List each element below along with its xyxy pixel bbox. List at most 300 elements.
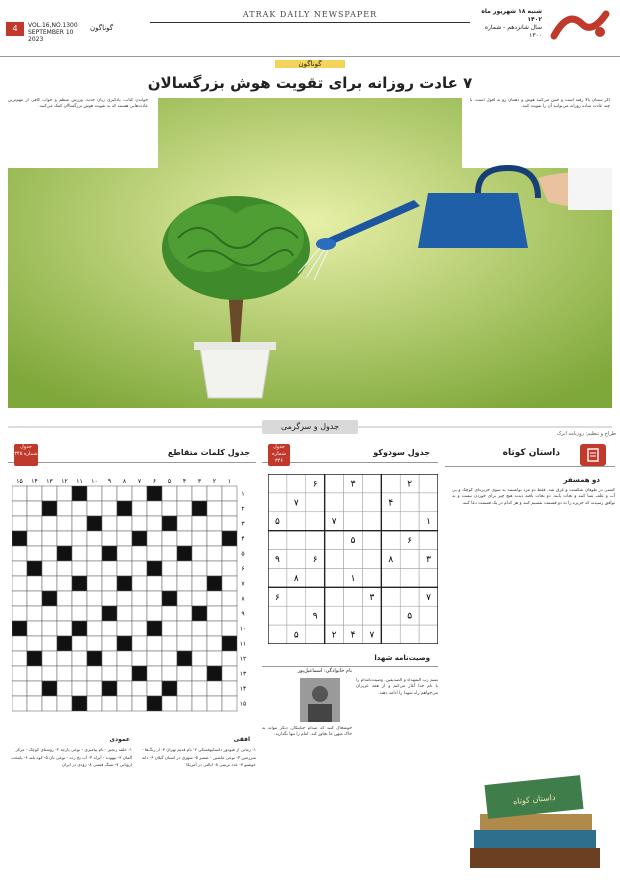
crossword-cell[interactable] xyxy=(207,516,222,531)
crossword-cell[interactable] xyxy=(42,606,57,621)
crossword-cell[interactable] xyxy=(102,636,117,651)
crossword-cell[interactable] xyxy=(87,666,102,681)
sudoku-cell[interactable] xyxy=(306,625,325,644)
crossword-cell[interactable] xyxy=(177,501,192,516)
crossword-cell[interactable] xyxy=(42,486,57,501)
horizontal-clues-title: افقی xyxy=(233,736,250,743)
sudoku-given: ۳ xyxy=(426,555,431,565)
sudoku-cell[interactable] xyxy=(325,587,344,606)
crossword-cell[interactable] xyxy=(192,561,207,576)
crossword-cell[interactable] xyxy=(27,576,42,591)
crossword-cell[interactable] xyxy=(147,606,162,621)
crossword-cell[interactable] xyxy=(132,636,147,651)
sudoku-cell[interactable] xyxy=(362,550,381,569)
crossword-cell[interactable] xyxy=(87,606,102,621)
crossword-cell[interactable] xyxy=(132,561,147,576)
crossword-cell[interactable] xyxy=(72,546,87,561)
sudoku-cell[interactable] xyxy=(306,568,325,587)
crossword-cell[interactable] xyxy=(72,666,87,681)
sudoku-given: ۶ xyxy=(275,592,280,603)
section-label: گوناگون xyxy=(90,24,114,32)
crossword-cell[interactable] xyxy=(42,621,57,636)
sudoku-cell[interactable] xyxy=(268,568,287,587)
crossword-cell[interactable] xyxy=(12,651,27,666)
crossword-cell[interactable] xyxy=(57,516,72,531)
crossword-cell[interactable] xyxy=(87,561,102,576)
sudoku-given: ۷ xyxy=(293,498,299,509)
sudoku-cell[interactable] xyxy=(381,625,400,644)
crossword-cell[interactable] xyxy=(57,696,72,711)
crossword-row-number: ۵ xyxy=(241,550,245,558)
crossword-cell[interactable] xyxy=(57,651,72,666)
crossword-cell[interactable] xyxy=(117,606,132,621)
sudoku-cell[interactable] xyxy=(381,606,400,625)
crossword-cell[interactable] xyxy=(72,591,87,606)
crossword-cell[interactable] xyxy=(177,591,192,606)
crossword-cell[interactable] xyxy=(192,621,207,636)
crossword-cell[interactable] xyxy=(162,606,177,621)
crossword-cell[interactable] xyxy=(27,486,42,501)
sudoku-given: ۹ xyxy=(275,555,280,565)
story-title: داستان کوتاه xyxy=(502,448,560,458)
sudoku-cell[interactable] xyxy=(400,493,419,512)
crossword-cell[interactable] xyxy=(177,636,192,651)
crossword-cell[interactable] xyxy=(147,666,162,681)
crossword-cell[interactable] xyxy=(177,531,192,546)
crossword-cell[interactable] xyxy=(207,591,222,606)
crossword-cell[interactable] xyxy=(87,486,102,501)
sudoku-cell[interactable] xyxy=(268,531,287,550)
crossword-cell[interactable] xyxy=(27,636,42,651)
crossword-cell[interactable] xyxy=(42,666,57,681)
crossword-cell[interactable] xyxy=(102,501,117,516)
crossword-cell[interactable] xyxy=(102,516,117,531)
crossword-cell[interactable] xyxy=(132,621,147,636)
puzzle-section-title: جدول و سرگرمی xyxy=(262,420,358,434)
crossword-cell[interactable] xyxy=(207,486,222,501)
crossword-cell[interactable] xyxy=(162,561,177,576)
crossword-row-number: ۱۳ xyxy=(239,670,247,678)
crossword-cell[interactable] xyxy=(72,636,87,651)
crossword-cell[interactable] xyxy=(207,696,222,711)
crossword-cell[interactable] xyxy=(12,561,27,576)
crossword-cell[interactable] xyxy=(192,486,207,501)
sudoku-cell[interactable] xyxy=(325,531,344,550)
crossword-cell[interactable] xyxy=(192,696,207,711)
crossword-cell[interactable] xyxy=(27,516,42,531)
crossword-cell[interactable] xyxy=(27,546,42,561)
sudoku-cell[interactable] xyxy=(268,474,287,493)
crossword-cell[interactable] xyxy=(57,531,72,546)
sudoku-given: ۹ xyxy=(312,611,318,622)
crossword-black-cell xyxy=(162,681,177,696)
crossword-cell[interactable] xyxy=(147,546,162,561)
crossword-cell[interactable] xyxy=(192,651,207,666)
crossword-cell[interactable] xyxy=(117,651,132,666)
crossword-cell[interactable] xyxy=(177,696,192,711)
crossword-cell[interactable] xyxy=(222,516,237,531)
sudoku-cell[interactable] xyxy=(362,512,381,531)
sudoku-cell[interactable] xyxy=(362,606,381,625)
sudoku-cell[interactable] xyxy=(287,587,306,606)
crossword-cell[interactable] xyxy=(162,546,177,561)
crossword-cell[interactable] xyxy=(57,621,72,636)
sudoku-cell[interactable] xyxy=(344,550,363,569)
sudoku-given: ۵ xyxy=(293,630,299,641)
crossword-black-cell xyxy=(27,561,42,576)
crossword-cell[interactable] xyxy=(12,666,27,681)
crossword-cell[interactable] xyxy=(57,561,72,576)
crossword-cell[interactable] xyxy=(72,561,87,576)
sudoku-cell[interactable] xyxy=(268,493,287,512)
sudoku-given: ۴ xyxy=(388,498,394,509)
crossword-cell[interactable] xyxy=(12,606,27,621)
crossword-cell[interactable] xyxy=(132,576,147,591)
sudoku-cell[interactable] xyxy=(325,474,344,493)
sudoku-cell[interactable] xyxy=(287,550,306,569)
sudoku-cell[interactable] xyxy=(419,531,438,550)
crossword-cell[interactable] xyxy=(87,681,102,696)
sudoku-cell[interactable] xyxy=(344,493,363,512)
crossword-cell[interactable] xyxy=(222,666,237,681)
crossword-black-cell xyxy=(57,636,72,651)
crossword-cell[interactable] xyxy=(12,681,27,696)
sudoku-given: ۱ xyxy=(350,573,356,584)
sudoku-cell[interactable] xyxy=(419,493,438,512)
volume-info xyxy=(28,22,88,43)
crossword-cell[interactable] xyxy=(42,651,57,666)
crossword-cell[interactable] xyxy=(162,576,177,591)
crossword-cell[interactable] xyxy=(102,621,117,636)
crossword-cell[interactable] xyxy=(102,696,117,711)
crossword-black-cell xyxy=(222,531,237,546)
crossword-cell[interactable] xyxy=(162,696,177,711)
sudoku-cell[interactable] xyxy=(325,550,344,569)
crossword-black-cell xyxy=(12,531,27,546)
crossword-cell[interactable] xyxy=(12,696,27,711)
crossword-cell[interactable] xyxy=(162,621,177,636)
sudoku-grid[interactable] xyxy=(268,474,438,644)
sudoku-cell[interactable] xyxy=(287,606,306,625)
crossword-cell[interactable] xyxy=(117,591,132,606)
crossword-cell[interactable] xyxy=(12,636,27,651)
crossword-cell[interactable] xyxy=(72,531,87,546)
sudoku-given: ۶ xyxy=(407,536,413,547)
crossword-cell[interactable] xyxy=(87,621,102,636)
crossword-cell[interactable] xyxy=(57,591,72,606)
date-box xyxy=(472,8,542,40)
crossword-cell[interactable] xyxy=(147,576,162,591)
crossword-cell[interactable] xyxy=(102,576,117,591)
crossword-cell[interactable] xyxy=(27,531,42,546)
crossword-cell[interactable] xyxy=(162,486,177,501)
crossword-row-number: ۱۵ xyxy=(239,700,247,708)
crossword-cell[interactable] xyxy=(177,486,192,501)
sudoku-badge: جدول شماره ۳۴۶ xyxy=(268,444,290,466)
crossword-black-cell xyxy=(147,486,162,501)
sudoku-cell[interactable] xyxy=(344,512,363,531)
crossword-black-cell xyxy=(87,516,102,531)
crossword-cell[interactable] xyxy=(87,546,102,561)
crossword-cell[interactable] xyxy=(132,591,147,606)
crossword-cell[interactable] xyxy=(147,681,162,696)
crossword-black-cell xyxy=(147,561,162,576)
crossword-cell[interactable] xyxy=(132,546,147,561)
crossword-cell[interactable] xyxy=(222,501,237,516)
story-icon xyxy=(580,444,606,466)
crossword-cell[interactable] xyxy=(42,546,57,561)
sudoku-cell[interactable] xyxy=(268,625,287,644)
sudoku-cell[interactable] xyxy=(344,587,363,606)
crossword-cell[interactable] xyxy=(222,546,237,561)
crossword-row-number: ۸ xyxy=(241,595,245,603)
crossword-cell[interactable] xyxy=(42,531,57,546)
sudoku-cell[interactable] xyxy=(419,568,438,587)
crossword-cell[interactable] xyxy=(207,531,222,546)
crossword-cell[interactable] xyxy=(117,486,132,501)
crossword-cell[interactable] xyxy=(117,696,132,711)
crossword-cell[interactable] xyxy=(207,651,222,666)
crossword-cell[interactable] xyxy=(207,546,222,561)
crossword-cell[interactable] xyxy=(42,561,57,576)
crossword-cell[interactable] xyxy=(132,501,147,516)
crossword-cell[interactable] xyxy=(147,651,162,666)
crossword-cell[interactable] xyxy=(12,591,27,606)
crossword-cell[interactable] xyxy=(102,591,117,606)
crossword-cell[interactable] xyxy=(222,651,237,666)
sudoku-cell[interactable] xyxy=(287,531,306,550)
sudoku-cell[interactable] xyxy=(344,606,363,625)
sudoku-cell[interactable] xyxy=(287,474,306,493)
crossword-cell[interactable] xyxy=(192,636,207,651)
sudoku-cell[interactable] xyxy=(306,587,325,606)
sudoku-cell[interactable] xyxy=(306,531,325,550)
sudoku-cell[interactable] xyxy=(362,474,381,493)
crossword-cell[interactable] xyxy=(87,636,102,651)
crossword-cell[interactable] xyxy=(72,651,87,666)
crossword-cell[interactable] xyxy=(192,516,207,531)
crossword-cell[interactable] xyxy=(132,696,147,711)
crossword-cell[interactable] xyxy=(177,606,192,621)
crossword-cell[interactable] xyxy=(57,501,72,516)
crossword-col-number: ۱۴ xyxy=(31,478,38,485)
crossword-row-number: ۱ xyxy=(241,490,245,498)
sudoku-cell[interactable] xyxy=(362,568,381,587)
crossword-cell[interactable] xyxy=(192,546,207,561)
crossword-cell[interactable] xyxy=(117,621,132,636)
crossword-col-number: ۸ xyxy=(122,478,127,485)
crossword-cell[interactable] xyxy=(42,696,57,711)
sudoku-cell[interactable] xyxy=(362,493,381,512)
crossword-cell[interactable] xyxy=(117,516,132,531)
crossword-cell[interactable] xyxy=(27,606,42,621)
crossword-cell[interactable] xyxy=(207,636,222,651)
crossword-cell[interactable] xyxy=(102,651,117,666)
sudoku-cell[interactable] xyxy=(381,474,400,493)
sudoku-cell[interactable] xyxy=(400,550,419,569)
crossword-cell[interactable] xyxy=(42,636,57,651)
crossword-cell[interactable] xyxy=(102,561,117,576)
crossword-cell[interactable] xyxy=(132,606,147,621)
crossword-cell[interactable] xyxy=(57,576,72,591)
will-body-right: بسم رب الشهداء و الصدیقین. وصیت‌نامه‌ام را با نام خدا آغاز می‌کنم و از همه عزیزان می‌خواهم راه شهدا را ادامه دهند. xyxy=(356,678,438,696)
crossword-row-number: ۹ xyxy=(241,610,245,618)
crossword-cell[interactable] xyxy=(87,501,102,516)
sudoku-cell[interactable] xyxy=(400,625,419,644)
crossword-cell[interactable] xyxy=(192,681,207,696)
crossword-cell[interactable] xyxy=(72,681,87,696)
crossword-cell[interactable] xyxy=(57,681,72,696)
crossword-cell[interactable] xyxy=(87,591,102,606)
paper-name: ATRAK DAILY NEWSPAPER xyxy=(242,10,378,19)
crossword-cell[interactable] xyxy=(102,666,117,681)
sudoku-cell[interactable] xyxy=(362,531,381,550)
crossword-cell[interactable] xyxy=(87,576,102,591)
crossword-cell[interactable] xyxy=(12,516,27,531)
sudoku-cell[interactable] xyxy=(306,493,325,512)
crossword-cell[interactable] xyxy=(162,531,177,546)
horizontal-clues: ۱- رمانی از فیودور داستایوفسکی ۲- نام قدیم تهران ۳- از رنگ‌ها - سرزمین ۴- نوعی ماشین - ضمیر ۵- شهری در استان گیلان ۶- دانه خوشبو ۷- عدد ترتیبی ۸- ایالتی در آمریکا xyxy=(141,747,256,768)
crossword-cell[interactable] xyxy=(57,486,72,501)
crossword-cell[interactable] xyxy=(27,666,42,681)
sudoku-cell[interactable] xyxy=(381,512,400,531)
crossword-cell[interactable] xyxy=(132,516,147,531)
crossword-cell[interactable] xyxy=(222,486,237,501)
crossword-cell[interactable] xyxy=(12,576,27,591)
crossword-cell[interactable] xyxy=(147,516,162,531)
crossword-cell[interactable] xyxy=(147,636,162,651)
sudoku-given: ۷ xyxy=(369,630,375,641)
crossword-black-cell xyxy=(42,501,57,516)
crossword-cell[interactable] xyxy=(162,666,177,681)
crossword-cell[interactable] xyxy=(57,606,72,621)
crossword-cell[interactable] xyxy=(222,591,237,606)
crossword-cell[interactable] xyxy=(222,576,237,591)
crossword-cell[interactable] xyxy=(132,681,147,696)
crossword-col-number: ۲ xyxy=(212,478,217,485)
crossword-cell[interactable] xyxy=(222,606,237,621)
crossword-cell[interactable] xyxy=(12,501,27,516)
crossword-cell[interactable] xyxy=(117,546,132,561)
sudoku-cell[interactable] xyxy=(419,625,438,644)
sudoku-cell[interactable] xyxy=(287,512,306,531)
crossword-cell[interactable] xyxy=(72,516,87,531)
crossword-cell[interactable] xyxy=(222,681,237,696)
crossword-black-cell xyxy=(72,621,87,636)
crossword-cell[interactable] xyxy=(132,651,147,666)
crossword-row-number: ۱۱ xyxy=(239,640,247,648)
crossword-cell[interactable] xyxy=(192,576,207,591)
sudoku-cell[interactable] xyxy=(325,568,344,587)
feature-text-right: اگر سنتان بالا رفته است و حس می‌کنید هوش و ذهنتان رو به افول است، با چند عادت ساده روزانه می‌توانید آن را تقویت کنید. xyxy=(470,98,610,110)
sudoku-cell[interactable] xyxy=(325,493,344,512)
sudoku-cell[interactable] xyxy=(400,587,419,606)
story-subtitle: دو همسفر xyxy=(563,476,600,484)
crossword-cell[interactable] xyxy=(87,531,102,546)
crossword-cell[interactable] xyxy=(27,591,42,606)
crossword-cell[interactable] xyxy=(102,486,117,501)
crossword-cell[interactable] xyxy=(117,681,132,696)
crossword-black-cell xyxy=(42,681,57,696)
crossword-cell[interactable] xyxy=(222,621,237,636)
crossword-black-cell xyxy=(192,501,207,516)
crossword-cell[interactable] xyxy=(192,531,207,546)
crossword-grid[interactable] xyxy=(12,474,258,728)
sudoku-cell[interactable] xyxy=(419,606,438,625)
crossword-cell[interactable] xyxy=(207,606,222,621)
crossword-cell[interactable] xyxy=(162,636,177,651)
sudoku-cell[interactable] xyxy=(400,512,419,531)
crossword-black-cell xyxy=(102,681,117,696)
sudoku-given: ۶ xyxy=(312,555,318,565)
crossword-cell[interactable] xyxy=(147,501,162,516)
crossword-cell[interactable] xyxy=(147,591,162,606)
crossword-cell[interactable] xyxy=(87,696,102,711)
crossword-cell[interactable] xyxy=(72,606,87,621)
crossword-cell[interactable] xyxy=(117,531,132,546)
crossword-cell[interactable] xyxy=(192,666,207,681)
crossword-cell[interactable] xyxy=(192,591,207,606)
crossword-cell[interactable] xyxy=(177,666,192,681)
crossword-cell[interactable] xyxy=(177,621,192,636)
crossword-cell[interactable] xyxy=(162,501,177,516)
sudoku-cell[interactable] xyxy=(400,568,419,587)
crossword-black-cell xyxy=(147,621,162,636)
crossword-cell[interactable] xyxy=(207,561,222,576)
crossword-cell[interactable] xyxy=(27,501,42,516)
crossword-cell[interactable] xyxy=(162,651,177,666)
sudoku-cell[interactable] xyxy=(381,587,400,606)
crossword-cell[interactable] xyxy=(12,486,27,501)
crossword-cell[interactable] xyxy=(222,561,237,576)
sudoku-cell[interactable] xyxy=(325,606,344,625)
crossword-col-number: ۱۵ xyxy=(16,478,23,485)
crossword-cell[interactable] xyxy=(27,621,42,636)
sudoku-cell[interactable] xyxy=(306,512,325,531)
crossword-cell[interactable] xyxy=(177,516,192,531)
crossword-cell[interactable] xyxy=(42,576,57,591)
crossword-cell[interactable] xyxy=(207,681,222,696)
crossword-cell[interactable] xyxy=(177,576,192,591)
crossword-cell[interactable] xyxy=(222,696,237,711)
crossword-cell[interactable] xyxy=(132,486,147,501)
crossword-cell[interactable] xyxy=(147,531,162,546)
crossword-cell[interactable] xyxy=(207,501,222,516)
sudoku-cell[interactable] xyxy=(381,568,400,587)
sudoku-cell[interactable] xyxy=(381,531,400,550)
crossword-cell[interactable] xyxy=(72,501,87,516)
crossword-cell[interactable] xyxy=(27,696,42,711)
crossword-cell[interactable] xyxy=(207,621,222,636)
sudoku-cell[interactable] xyxy=(419,474,438,493)
crossword-cell[interactable] xyxy=(12,546,27,561)
crossword-cell[interactable] xyxy=(177,561,192,576)
crossword-cell[interactable] xyxy=(102,531,117,546)
crossword-cell[interactable] xyxy=(177,681,192,696)
crossword-black-cell xyxy=(117,576,132,591)
vertical-clues: ۱- حلقه زنجیر - نام پیامبری - نوعی پارچه ۲- روستای کوچک - مرکز آلمان ۳- بیهوده - آبراه ۴- آب یخ زده - نوعی نان ۵- کوه بلند ۶- پایتخت اروپایی ۷- سنگ قیمتی ۸- رودی در ایران xyxy=(10,747,132,768)
crossword-cell[interactable] xyxy=(27,681,42,696)
crossword-cell[interactable] xyxy=(57,666,72,681)
crossword-black-cell xyxy=(162,591,177,606)
crossword-black-cell xyxy=(192,606,207,621)
crossword-cell[interactable] xyxy=(117,666,132,681)
crossword-cell[interactable] xyxy=(42,516,57,531)
crossword-cell[interactable] xyxy=(117,561,132,576)
sudoku-given: ۳ xyxy=(369,592,375,603)
sudoku-cell[interactable] xyxy=(268,606,287,625)
books-label: داستان کوتاه xyxy=(512,792,556,807)
